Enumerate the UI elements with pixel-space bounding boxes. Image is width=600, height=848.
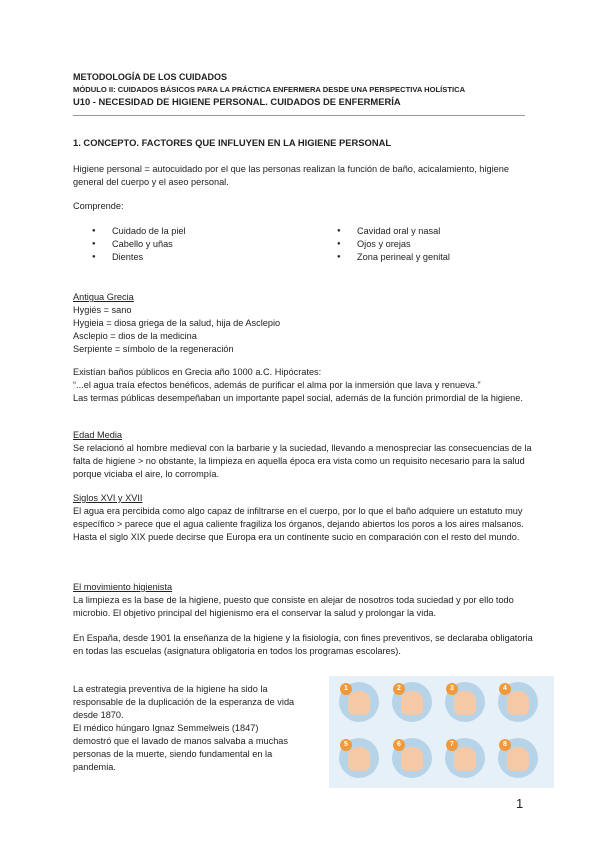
grecia-heading: Antigua Grecia — [73, 292, 134, 302]
grecia-block — [73, 291, 533, 356]
handwashing-step: 3 — [445, 682, 485, 722]
unit-title: U10 - NECESIDAD DE HIGIENE PERSONAL. CUIDADOS DE ENFERMERÍA — [73, 96, 401, 107]
higienista-text: La limpieza es la base de la higiene, puesto que consiste en alejar de nosotros toda suciedad y por ello todo microbio. El objetivo principal del higienismo era el conservar la salud y prolongar la vida. — [73, 595, 514, 618]
comprende-label: Comprende: — [73, 201, 124, 211]
siglos-text-2: Hasta el siglo XIX puede decirse que Europa era un continente sucio en comparación con el resto del mundo. — [73, 532, 520, 542]
estrategia-block — [73, 683, 328, 774]
list-item: ● Zona perineal y genital — [337, 251, 450, 264]
hipocrates-quote: “...el agua traía efectos benéficos, además de purificar el alma por la inmersión que lava y renueva.” — [73, 380, 481, 390]
page-number: 1 — [516, 796, 524, 811]
estrategia-line: desde 1870. — [73, 710, 124, 720]
handwashing-step: 7 — [445, 738, 485, 778]
header-divider — [73, 115, 525, 116]
grecia-line: Hygiés = sano — [73, 305, 132, 315]
list-item: ● Dientes — [92, 251, 186, 264]
higienista-heading: El movimiento higienista — [73, 582, 173, 592]
edad-media-block — [73, 429, 533, 481]
siglos-heading: Siglos XVI y XVII — [73, 493, 143, 503]
grecia-line: Hygieia = diosa griega de la salud, hija de Asclepio — [73, 318, 281, 328]
grecia-line: Asclepio = dios de la medicina — [73, 331, 197, 341]
estrategia-line: pandemia. — [73, 762, 116, 772]
list-item: ● Cavidad oral y nasal — [337, 225, 450, 238]
course-title: METODOLOGÍA DE LOS CUIDADOS — [73, 72, 228, 82]
siglos-block — [73, 492, 533, 544]
module-title: MÓDULO II: CUIDADOS BÁSICOS PARA LA PRÁCTICA ENFERMERA DESDE UNA PERSPECTIVA HOLÍSTICA — [73, 85, 466, 94]
bullet-list-left — [92, 225, 186, 264]
banos-intro: Existían baños públicos en Grecia año 1000 a.C. Hipócrates: — [73, 367, 322, 377]
handwashing-step: 4 — [498, 682, 538, 722]
estrategia-line: demostró que el lavado de manos salvaba a muchas — [73, 736, 289, 746]
banos-block — [73, 366, 533, 405]
estrategia-line: personas de la muerte, siendo fundamental en la — [73, 749, 273, 759]
handwashing-step: 2 — [392, 682, 432, 722]
estrategia-line: El médico húngaro Ignaz Semmelweis (1847) — [73, 723, 259, 733]
espana-paragraph: En España, desde 1901 la enseñanza de la higiene y la fisiología, con fines preventivos, se declaraba obligatoria en todas las escuelas (asignatura obligatoria en todos los programas escolares). — [73, 633, 533, 656]
handwashing-step: 8 — [498, 738, 538, 778]
edad-media-heading: Edad Media — [73, 430, 123, 440]
definition-paragraph: Higiene personal = autocuidado por el que las personas realizan la función de baño, acicalamiento, higiene general del cuerpo y el aseo personal. — [73, 164, 509, 187]
bullet-list-right — [337, 225, 450, 264]
grecia-line: Serpiente = símbolo de la regeneración — [73, 344, 234, 354]
estrategia-line: responsable de la duplicación de la esperanza de vida — [73, 697, 295, 707]
section-title: 1. CONCEPTO. FACTORES QUE INFLUYEN EN LA HIGIENE PERSONAL — [73, 137, 392, 148]
handwashing-steps-icon — [329, 676, 554, 788]
list-item: ● Ojos y orejas — [337, 238, 450, 251]
edad-media-text: Se relacionó al hombre medieval con la barbarie y la suciedad, llevando a menospreciar las consecuencias de la falta de higiene > no obstante, la limpieza en aquella época era vista como un requisito necesario para la salud porque viciaba el aire, lo corrompía. — [73, 443, 532, 479]
handwashing-step: 6 — [392, 738, 432, 778]
higienista-block — [73, 581, 533, 620]
handwashing-step: 1 — [339, 682, 379, 722]
handwashing-step: 5 — [339, 738, 379, 778]
termas-text: Las termas públicas desempeñaban un importante papel social, además de la función primordial de la higiene. — [73, 393, 523, 403]
estrategia-line: La estrategia preventiva de la higiene ha sido la — [73, 684, 268, 694]
list-item: ● Cabello y uñas — [92, 238, 186, 251]
list-item: ● Cuidado de la piel — [92, 225, 186, 238]
siglos-text: El agua era percibida como algo capaz de infiltrarse en el cuerpo, por lo que el baño adquiere un estatuto muy específico > parece que el agua caliente fragiliza los órganos, dejando abiertos los poros a los aires malsanos. — [73, 506, 524, 529]
